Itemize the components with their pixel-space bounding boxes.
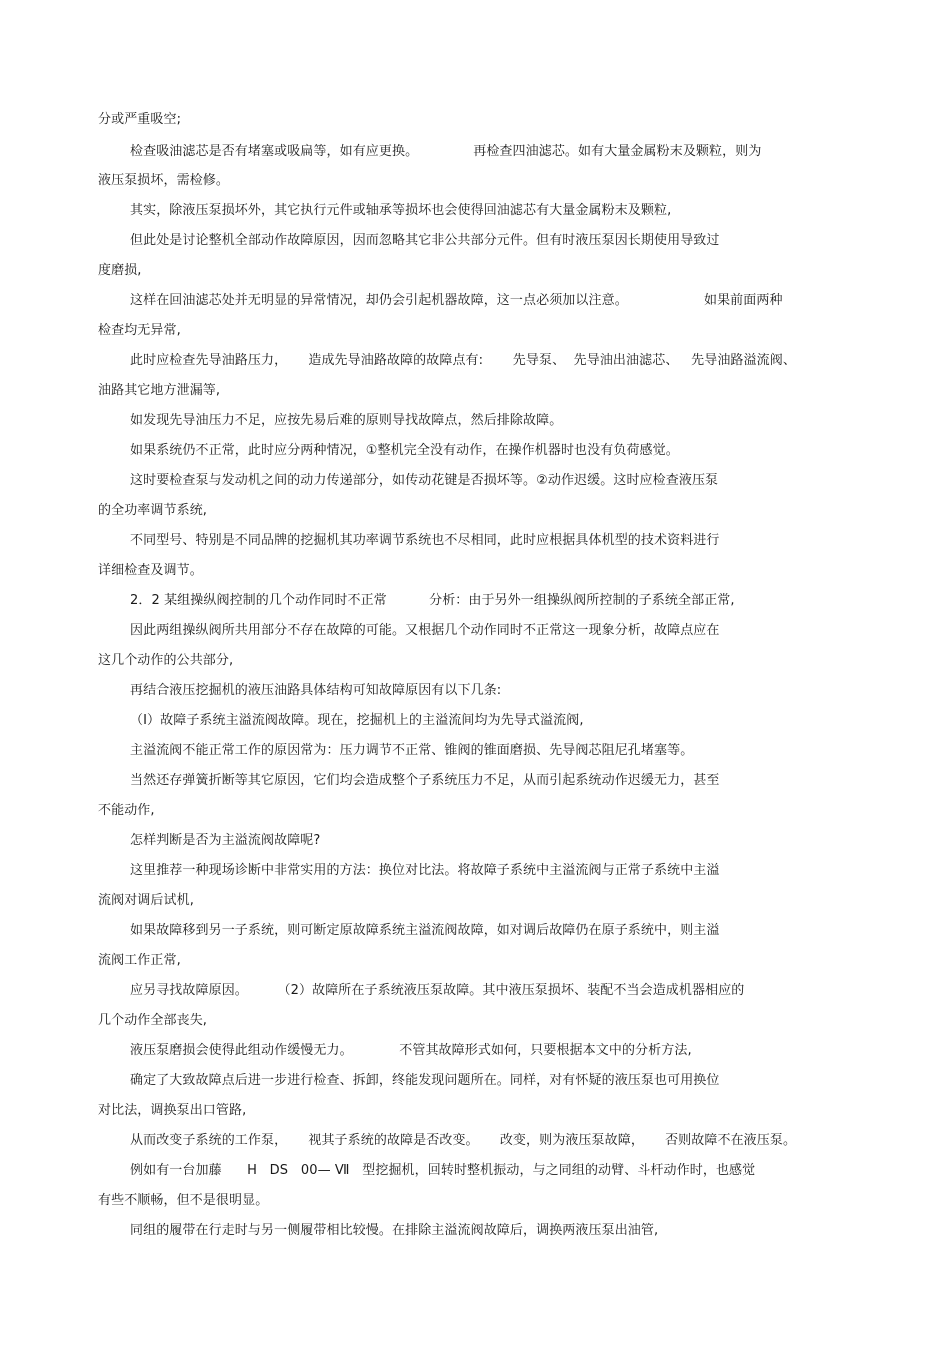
text-line: 这几个动作的公共部分, xyxy=(98,653,234,668)
text-line: 但此处是讨论整机全部动作故障原因，因而忽略其它非公共部分元件。但有时液压泵因长期使用导致过 xyxy=(130,233,720,248)
text-line: 的全功率调节系统, xyxy=(98,503,208,518)
text-line: 对比法，调换泵出口管路, xyxy=(98,1103,247,1118)
text-line: 液压泵损坏，需检修。 xyxy=(98,173,230,188)
text-line: 这样在回油滤芯处并无明显的异常情况，却仍会引起机器故障，这一点必须加以注意。 如果前面两种 xyxy=(130,293,783,308)
text-line: 检查吸油滤芯是否有堵塞或吸扁等，如有应更换。 再检查四油滤芯。如有大量金属粉末及颗粒，则为 xyxy=(130,144,762,159)
text-line: （Ⅰ）故障子系统主溢流阀故障。现在，挖掘机上的主溢流间均为先导式溢流阀, xyxy=(130,713,584,728)
text-line: 度磨损, xyxy=(98,263,142,278)
text-line: 液压泵磨损会使得此组动作缓慢无力。 不管其故障形式如何，只要根据本文中的分析方法, xyxy=(130,1043,692,1058)
text-line: 详细检查及调节。 xyxy=(98,563,203,578)
text-line: 例如有一台加藤 H DS 00— Ⅶ 型挖掘机，回转时整机振动，与之同组的动臂、斗杆动作时，也感觉 xyxy=(130,1163,756,1178)
text-line: 这时要检查泵与发动机之间的动力传递部分，如传动花键是否损坏等。②动作迟缓。这时应检查液压泵 xyxy=(130,473,719,488)
text-line: 这里推荐一种现场诊断中非常实用的方法：换位对比法。将故障子系统中主溢流阀与正常子系统中主溢 xyxy=(130,863,720,878)
text-line: 怎样判断是否为主溢流阀故障呢? xyxy=(130,833,321,848)
text-line: 确定了大致故障点后进一步进行检查、拆卸，终能发现问题所在。同样，对有怀疑的液压泵也可用换位 xyxy=(130,1073,720,1088)
text-line: 几个动作全部丧失, xyxy=(98,1013,208,1028)
text-line: 不同型号、特别是不同品牌的挖掘机其功率调节系统也不尽相同，此时应根据具体机型的技术资料进行 xyxy=(130,533,720,548)
text-line: 如发现先导油压力不足，应按先易后难的原则导找故障点，然后排除故障。 xyxy=(130,413,563,428)
text-line: 如果系统仍不正常，此时应分两种情况，①整机完全没有动作，在操作机器时也没有负荷感觉。 xyxy=(130,443,679,458)
text-line: 当然还存弹簧折断等其它原因，它们均会造成整个子系统压力不足，从而引起系统动作迟缓无力，甚至 xyxy=(130,773,720,788)
text-line: 再结合液压挖掘机的液压油路具体结构可知故障原因有以下几条: xyxy=(130,683,502,698)
text-line: 此时应检查先导油路压力， 造成先导油路故障的故障点有: 先导泵、 先导油出油滤芯、 先导油路溢流阀、 xyxy=(130,353,796,368)
text-line: 油路其它地方泄漏等, xyxy=(98,383,221,398)
text-line: 不能动作, xyxy=(98,803,155,818)
text-line: 主溢流阀不能正常工作的原因常为：压力调节不正常、锥阀的锥面磨损、先导阀芯阻尼孔堵塞等。 xyxy=(130,743,694,758)
text-line: 流阀对调后试机, xyxy=(98,893,194,908)
text-line: 其实，除液压泵损坏外，其它执行元件或轴承等损坏也会使得回油滤芯有大量金属粉末及颗粒, xyxy=(130,203,672,218)
text-line: 分或严重吸空; xyxy=(98,112,182,127)
text-line: 2．2 某组操纵阀控制的几个动作同时不正常 分析：由于另外一组操纵阀所控制的子系统全部正常, xyxy=(130,593,735,608)
text-line: 流阀工作正常, xyxy=(98,953,181,968)
text-line: 有些不顺畅，但不是很明显。 xyxy=(98,1193,269,1208)
text-line: 应另寻找故障原因。 （2）故障所在子系统液压泵故障。其中液压泵损坏、装配不当会造成机器相应的 xyxy=(130,983,745,998)
text-line: 从而改变子系统的工作泵， 视其子系统的故障是否改变。 改变，则为液压泵故障， 否则故障不在液压泵。 xyxy=(130,1133,797,1148)
text-line: 如果故障移到另一子系统，则可断定原故障系统主溢流阀故障，如对调后故障仍在原子系统中，则主溢 xyxy=(130,923,720,938)
text-line: 因此两组操纵阀所共用部分不存在故障的可能。又根据几个动作同时不正常这一现象分析，故障点应在 xyxy=(130,623,720,638)
text-line: 同组的履带在行走时与另一侧履带相比较慢。在排除主溢流阀故障后，调换两液压泵出油管, xyxy=(130,1223,659,1238)
text-line: 检查均无异常, xyxy=(98,323,181,338)
